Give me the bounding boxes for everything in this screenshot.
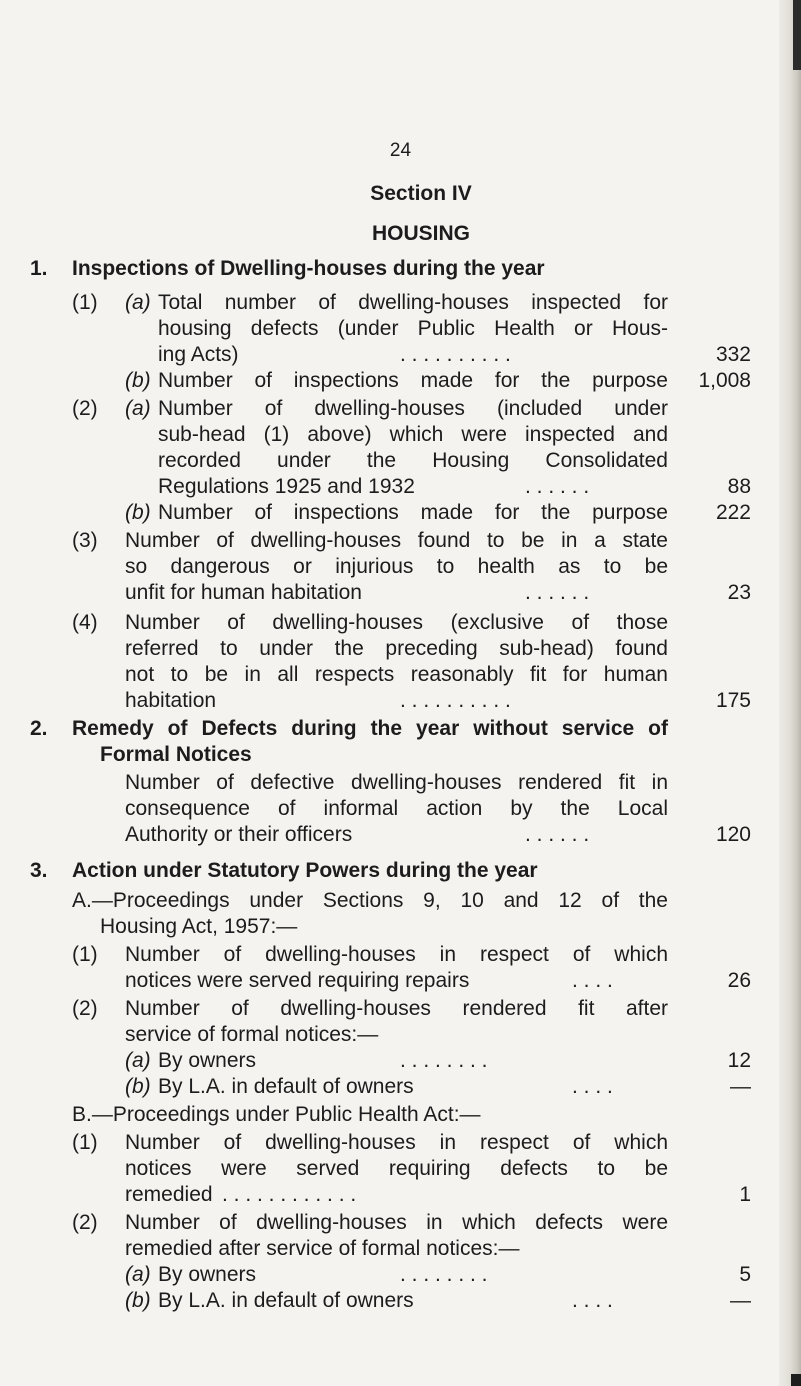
item-3a-1-number: (1): [72, 943, 98, 966]
item-1-2-b-label: (b): [125, 501, 151, 524]
item-1-4-line: Number of dwelling-houses (exclusive of those: [125, 611, 668, 634]
value-inspections-made: 1,008: [698, 369, 751, 392]
leader-dots: . . . . . . . .: [400, 1049, 488, 1072]
value-remedied-by-la: —: [730, 1289, 751, 1312]
item-3a-1-line: Number of dwelling-houses in respect of which: [125, 943, 668, 966]
value-fit-by-la: —: [730, 1075, 751, 1098]
section-3-a-line: Housing Act, 1957:—: [100, 915, 298, 938]
section-3-number: 3.: [30, 859, 48, 882]
value-dwellings-inspected: 332: [715, 343, 751, 366]
housing-title: HOUSING: [371, 222, 470, 245]
item-3b-1-line: remedied: [125, 1183, 213, 1206]
item-3a-2-number: (2): [72, 997, 98, 1020]
value-fit-by-owners: 12: [727, 1049, 751, 1072]
item-3b-2-line: Number of dwelling-houses in which defects were: [125, 1211, 668, 1234]
section-2-number: 2.: [30, 717, 48, 740]
item-1-1-a-label: (a): [125, 291, 151, 314]
item-3a-2-a-label: (a): [125, 1049, 151, 1072]
item-1-3-line: Number of dwelling-houses found to be in a state: [125, 529, 668, 552]
section-2-heading: Formal Notices: [100, 743, 252, 766]
item-1-2-a-label: (a): [125, 397, 151, 420]
item-1-4-line: habitation: [125, 689, 217, 712]
value-defect-notices: 1: [739, 1183, 751, 1206]
item-3a-2-line: service of formal notices:—: [125, 1023, 379, 1046]
leader-dots: . . . . . .: [525, 475, 590, 498]
item-1-1-b-label: (b): [125, 369, 151, 392]
item-3b-2-number: (2): [72, 1211, 98, 1234]
section-3-heading: Action under Statutory Powers during the year: [72, 859, 538, 882]
item-1-1-number: (1): [72, 291, 98, 314]
item-3b-2-b-label: (b): [125, 1289, 151, 1312]
leader-dots: . . . . . . . .: [400, 1263, 488, 1286]
item-1-3-line: so dangerous or injurious to health as to be: [125, 555, 668, 578]
section-2-line: consequence of informal action by the Local: [125, 797, 668, 820]
leader-dots: . . . .: [572, 1289, 613, 1312]
section-3-b-line: B.—Proceedings under Public Health Act:—: [72, 1103, 481, 1126]
leader-dots: . . . .: [572, 969, 613, 992]
leader-dots: . . . . . . . . . .: [400, 343, 511, 366]
item-1-2-a-line: Regulations 1925 and 1932: [158, 475, 415, 498]
item-1-3-number: (3): [72, 529, 98, 552]
section-1-heading: Inspections of Dwelling-houses during the year: [72, 257, 545, 280]
edge-mark: [791, 1374, 801, 1386]
value-inspections-consolidated: 222: [715, 501, 751, 524]
item-3b-2-a-label: (a): [125, 1263, 151, 1286]
item-3b-2-a-text: By owners: [158, 1263, 257, 1286]
value-remedied-by-owners: 5: [739, 1263, 751, 1286]
item-3a-2-b-text: By L.A. in default of owners: [158, 1075, 414, 1098]
value-repair-notices: 26: [727, 969, 751, 992]
item-3b-2-b-text: By L.A. in default of owners: [158, 1289, 414, 1312]
leader-dots: . . . . . .: [525, 823, 590, 846]
item-3b-2-line: remedied after service of formal notices:—: [125, 1237, 520, 1260]
item-1-4-line: not to be in all respects reasonably fit for human: [125, 663, 668, 686]
item-3a-2-b-label: (b): [125, 1075, 151, 1098]
item-1-2-a-line: recorded under the Housing Consolidated: [158, 449, 668, 472]
leader-dots: . . . . . . . . . . . .: [222, 1183, 357, 1206]
item-1-1-a-line: housing defects (under Public Health or Hous-: [158, 317, 668, 340]
value-dangerous-dwellings: 23: [727, 581, 751, 604]
leader-dots: . . . . . . . . . .: [400, 689, 511, 712]
section-3-a-line: A.—Proceedings under Sections 9, 10 and 12 of the: [72, 889, 668, 912]
leader-dots: . . . .: [572, 1075, 613, 1098]
section-2-heading: Remedy of Defects during the year without service of: [72, 717, 668, 740]
item-1-4-line: referred to under the preceding sub-head) found: [125, 637, 668, 660]
item-1-4-number: (4): [72, 611, 98, 634]
value-unfit-dwellings: 175: [715, 689, 751, 712]
item-1-2-a-line: Number of dwelling-houses (included under: [158, 397, 668, 420]
value-informal-action: 120: [715, 823, 751, 846]
value-dwellings-consolidated: 88: [727, 475, 751, 498]
section-2-line: Number of defective dwelling-houses rendered fit in: [125, 771, 668, 794]
item-3b-1-line: notices were served requiring defects to be: [125, 1157, 668, 1180]
edge-mark: [793, 0, 801, 70]
item-1-2-a-line: sub-head (1) above) which were inspected and: [158, 423, 668, 446]
page-edge: [779, 0, 801, 1386]
section-title: Section IV: [370, 182, 472, 205]
item-1-2-b-line: Number of inspections made for the purpose: [158, 501, 668, 524]
item-3b-1-line: Number of dwelling-houses in respect of which: [125, 1131, 668, 1154]
section-1-number: 1.: [30, 257, 48, 280]
item-1-1-b-line: Number of inspections made for the purpose: [158, 369, 668, 392]
item-3b-1-number: (1): [72, 1131, 98, 1154]
page-number: 24: [389, 140, 412, 161]
item-3a-2-line: Number of dwelling-houses rendered fit after: [125, 997, 668, 1020]
item-1-2-number: (2): [72, 397, 98, 420]
item-3a-1-line: notices were served requiring repairs: [125, 969, 470, 992]
section-2-line: Authority or their officers: [125, 823, 353, 846]
item-1-1-a-line: ing Acts): [158, 343, 239, 366]
leader-dots: . . . . . .: [525, 581, 590, 604]
item-1-3-line: unfit for human habitation: [125, 581, 362, 604]
item-3a-2-a-text: By owners: [158, 1049, 257, 1072]
item-1-1-a-line: Total number of dwelling-houses inspected for: [158, 291, 668, 314]
